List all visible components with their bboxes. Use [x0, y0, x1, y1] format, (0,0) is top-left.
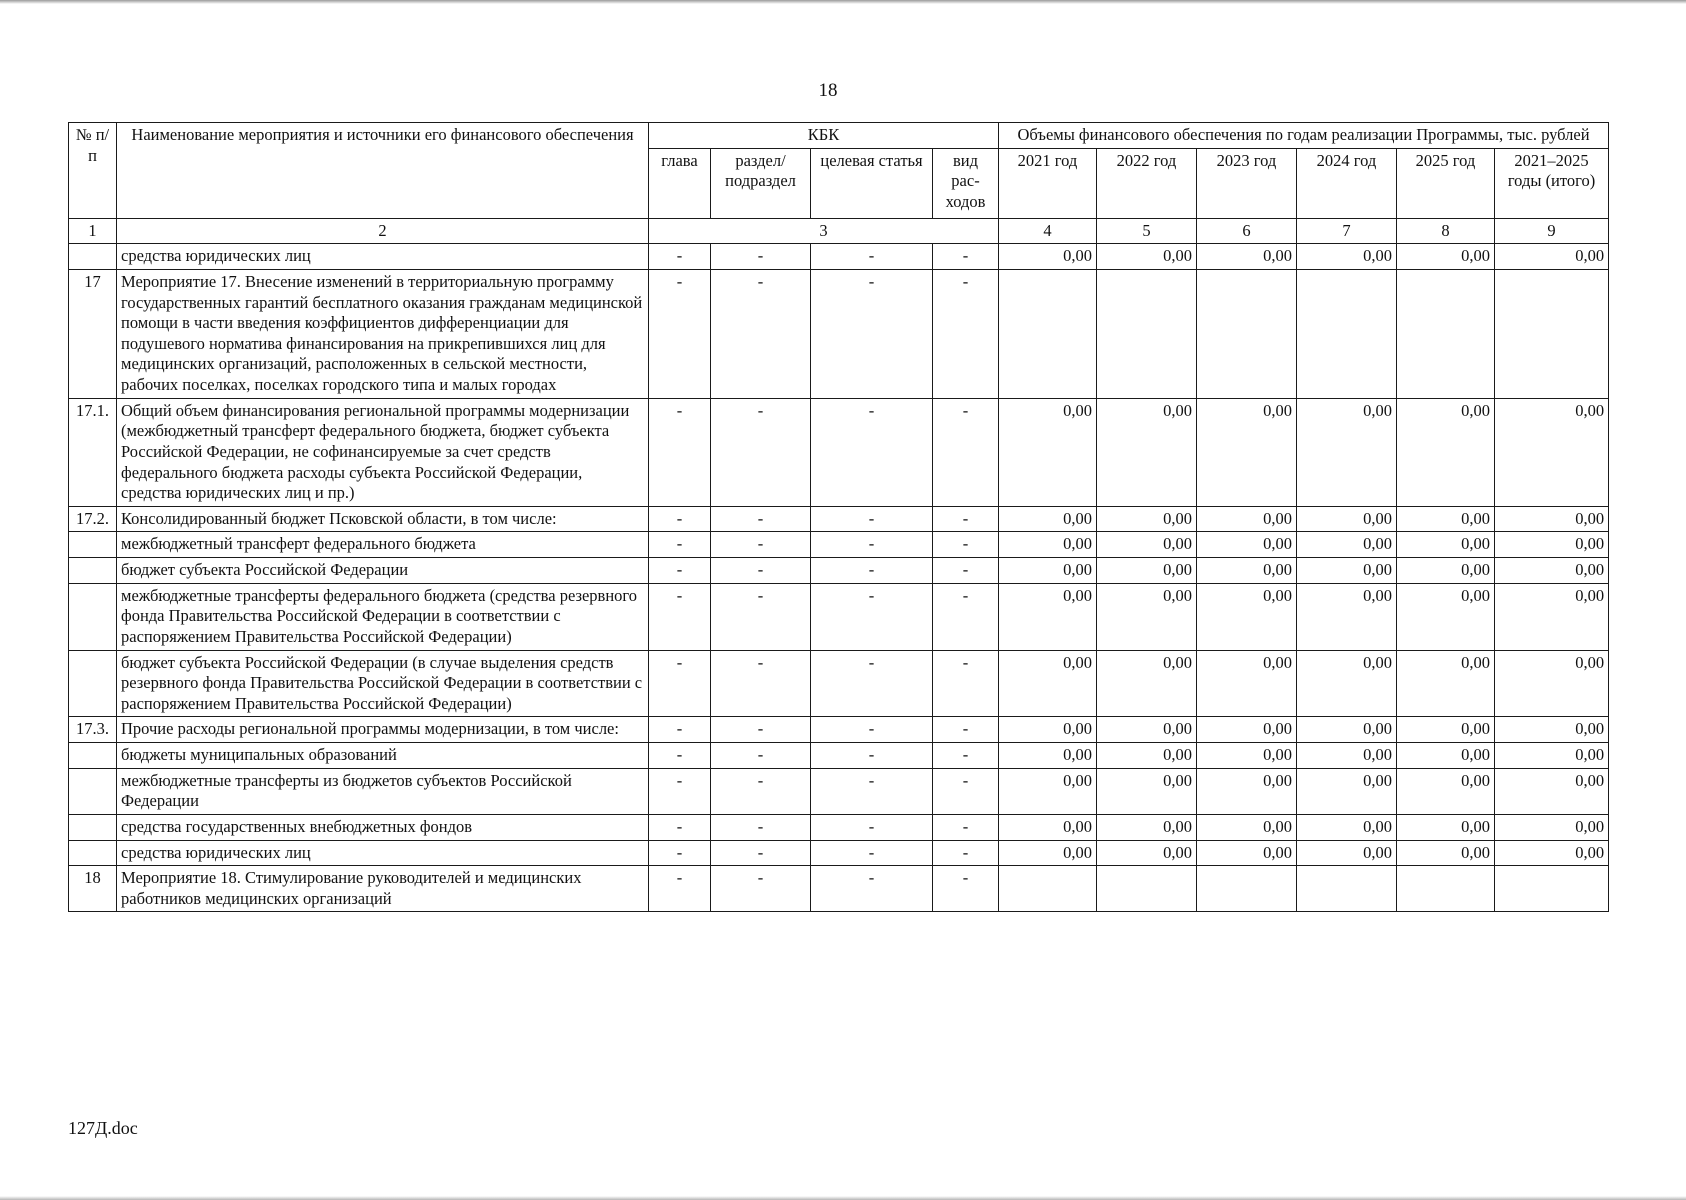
- value-2021: 0,00: [999, 768, 1097, 814]
- kbk-glava-cell: -: [649, 506, 711, 532]
- value-2025: 0,00: [1397, 743, 1495, 769]
- value-2025: 0,00: [1397, 558, 1495, 584]
- col-index-3: 3: [649, 218, 999, 244]
- funding-table: [68, 122, 1609, 912]
- kbk-statya-cell: -: [811, 814, 933, 840]
- value-2025: [1397, 866, 1495, 912]
- value-2025: 0,00: [1397, 717, 1495, 743]
- value-total: 0,00: [1495, 532, 1609, 558]
- header-num: № п/п: [69, 123, 117, 219]
- kbk-razdel-cell: -: [711, 506, 811, 532]
- value-total: 0,00: [1495, 840, 1609, 866]
- value-2021: 0,00: [999, 398, 1097, 506]
- col-index-2: 2: [117, 218, 649, 244]
- value-2022: 0,00: [1097, 768, 1197, 814]
- value-2022: 0,00: [1097, 717, 1197, 743]
- kbk-razdel-cell: -: [711, 532, 811, 558]
- value-2021: 0,00: [999, 558, 1097, 584]
- value-2024: 0,00: [1297, 506, 1397, 532]
- row-number: [69, 650, 117, 717]
- kbk-statya-cell: -: [811, 558, 933, 584]
- table-row: [69, 840, 1609, 866]
- value-2024: 0,00: [1297, 558, 1397, 584]
- table-row: [69, 558, 1609, 584]
- row-number: [69, 532, 117, 558]
- row-name: Мероприятие 18. Стимулирование руководителей и медицинских работников медицинских организаций: [117, 866, 649, 912]
- kbk-vid-cell: -: [933, 814, 999, 840]
- value-2024: [1297, 269, 1397, 398]
- value-2024: 0,00: [1297, 583, 1397, 650]
- row-name: межбюджетные трансферты из бюджетов субъектов Российской Федерации: [117, 768, 649, 814]
- value-2023: 0,00: [1197, 583, 1297, 650]
- kbk-glava-cell: -: [649, 398, 711, 506]
- value-2024: 0,00: [1297, 768, 1397, 814]
- kbk-razdel-cell: -: [711, 398, 811, 506]
- kbk-glava-cell: -: [649, 532, 711, 558]
- value-2022: 0,00: [1097, 506, 1197, 532]
- value-2021: [999, 269, 1097, 398]
- kbk-razdel-cell: -: [711, 269, 811, 398]
- value-2022: [1097, 269, 1197, 398]
- kbk-razdel-cell: -: [711, 244, 811, 270]
- row-name: Общий объем финансирования региональной программы модернизации (межбюджетный трансферт федерального бюджета, бюджет субъекта Российской Федерации, не софинансируемые за счет средств федерального бюджета расходы субъекта Российской Федерации, средства юридических лиц и пр.): [117, 398, 649, 506]
- kbk-statya-cell: -: [811, 532, 933, 558]
- kbk-vid-cell: -: [933, 717, 999, 743]
- col-index-1: 1: [69, 218, 117, 244]
- header-year-total: 2021–2025 годы (итого): [1495, 148, 1609, 218]
- header-year-2021: 2021 год: [999, 148, 1097, 218]
- header-kbk-statya: целевая статья: [811, 148, 933, 218]
- value-2025: 0,00: [1397, 244, 1495, 270]
- header-kbk-razdel: раздел/ подраздел: [711, 148, 811, 218]
- kbk-razdel-cell: -: [711, 768, 811, 814]
- value-2022: [1097, 866, 1197, 912]
- kbk-statya-cell: -: [811, 398, 933, 506]
- row-number: [69, 768, 117, 814]
- table-row: [69, 717, 1609, 743]
- document-filename: 127Д.doc: [68, 1118, 138, 1138]
- value-total: 0,00: [1495, 717, 1609, 743]
- value-2022: 0,00: [1097, 840, 1197, 866]
- table-body: [69, 244, 1609, 912]
- value-total: 0,00: [1495, 506, 1609, 532]
- table-row: [69, 269, 1609, 398]
- row-name: бюджет субъекта Российской Федерации (в случае выделения средств резервного фонда Правительства Российской Федерации в соответствии с распоряжением Правительства Российской Федерации): [117, 650, 649, 717]
- value-2022: 0,00: [1097, 583, 1197, 650]
- page-number: 18: [818, 80, 838, 101]
- value-2024: 0,00: [1297, 244, 1397, 270]
- value-2025: [1397, 269, 1495, 398]
- kbk-vid-cell: -: [933, 650, 999, 717]
- kbk-vid-cell: -: [933, 269, 999, 398]
- value-2022: 0,00: [1097, 532, 1197, 558]
- value-2025: 0,00: [1397, 840, 1495, 866]
- value-2022: 0,00: [1097, 814, 1197, 840]
- col-index-8: 8: [1397, 218, 1495, 244]
- row-number: [69, 743, 117, 769]
- kbk-statya-cell: -: [811, 840, 933, 866]
- kbk-glava-cell: -: [649, 814, 711, 840]
- kbk-statya-cell: -: [811, 583, 933, 650]
- value-total: 0,00: [1495, 650, 1609, 717]
- value-2024: 0,00: [1297, 532, 1397, 558]
- kbk-razdel-cell: -: [711, 717, 811, 743]
- kbk-razdel-cell: -: [711, 558, 811, 584]
- header-name: Наименование мероприятия и источники его финансового обеспечения: [117, 123, 649, 219]
- table-row: [69, 743, 1609, 769]
- value-2022: 0,00: [1097, 398, 1197, 506]
- row-name: межбюджетные трансферты федерального бюджета (средства резервного фонда Правительства Российской Федерации в соответствии с распоряжением Правительства Российской Федерации): [117, 583, 649, 650]
- value-2024: 0,00: [1297, 717, 1397, 743]
- value-2025: 0,00: [1397, 814, 1495, 840]
- kbk-glava-cell: -: [649, 717, 711, 743]
- row-name: Консолидированный бюджет Псковской области, в том числе:: [117, 506, 649, 532]
- kbk-vid-cell: -: [933, 506, 999, 532]
- value-2022: 0,00: [1097, 650, 1197, 717]
- row-number: 17.1.: [69, 398, 117, 506]
- header-year-2025: 2025 год: [1397, 148, 1495, 218]
- value-2023: [1197, 269, 1297, 398]
- table-row: [69, 532, 1609, 558]
- table-row: [69, 768, 1609, 814]
- kbk-vid-cell: -: [933, 583, 999, 650]
- value-2023: 0,00: [1197, 768, 1297, 814]
- row-number: 17.3.: [69, 717, 117, 743]
- col-index-6: 6: [1197, 218, 1297, 244]
- kbk-vid-cell: -: [933, 743, 999, 769]
- value-total: [1495, 866, 1609, 912]
- value-total: 0,00: [1495, 583, 1609, 650]
- kbk-glava-cell: -: [649, 244, 711, 270]
- kbk-statya-cell: -: [811, 717, 933, 743]
- row-name: Мероприятие 17. Внесение изменений в территориальную программу государственных гарантий бесплатного оказания гражданам медицинской помощи в части введения коэффициентов дифференциации для подушевого норматива финансирования на прикрепившихся лиц для медицинских организаций, расположенных в сельской местности, рабочих поселках, поселках городского типа и малых городах: [117, 269, 649, 398]
- kbk-statya-cell: -: [811, 743, 933, 769]
- header-row-1: [69, 123, 1609, 149]
- kbk-statya-cell: -: [811, 244, 933, 270]
- value-2025: 0,00: [1397, 583, 1495, 650]
- kbk-razdel-cell: -: [711, 814, 811, 840]
- value-total: 0,00: [1495, 244, 1609, 270]
- row-name: средства юридических лиц: [117, 840, 649, 866]
- row-name: средства государственных внебюджетных фондов: [117, 814, 649, 840]
- row-number: [69, 814, 117, 840]
- kbk-glava-cell: -: [649, 866, 711, 912]
- value-total: 0,00: [1495, 398, 1609, 506]
- kbk-glava-cell: -: [649, 558, 711, 584]
- col-index-5: 5: [1097, 218, 1197, 244]
- value-2021: 0,00: [999, 717, 1097, 743]
- row-number: [69, 558, 117, 584]
- value-2023: 0,00: [1197, 558, 1297, 584]
- kbk-vid-cell: -: [933, 558, 999, 584]
- kbk-glava-cell: -: [649, 743, 711, 769]
- value-2023: 0,00: [1197, 532, 1297, 558]
- table-row: [69, 814, 1609, 840]
- value-2025: 0,00: [1397, 506, 1495, 532]
- kbk-glava-cell: -: [649, 840, 711, 866]
- kbk-razdel-cell: -: [711, 743, 811, 769]
- value-2023: 0,00: [1197, 717, 1297, 743]
- table-row: [69, 650, 1609, 717]
- value-2023: [1197, 866, 1297, 912]
- kbk-glava-cell: -: [649, 583, 711, 650]
- kbk-statya-cell: -: [811, 768, 933, 814]
- value-2023: 0,00: [1197, 506, 1297, 532]
- value-2021: 0,00: [999, 244, 1097, 270]
- kbk-vid-cell: -: [933, 840, 999, 866]
- kbk-glava-cell: -: [649, 768, 711, 814]
- table-row: [69, 398, 1609, 506]
- row-number: 18: [69, 866, 117, 912]
- kbk-vid-cell: -: [933, 768, 999, 814]
- header-kbk-glava: глава: [649, 148, 711, 218]
- value-2021: 0,00: [999, 743, 1097, 769]
- column-index-row: [69, 218, 1609, 244]
- value-2022: 0,00: [1097, 558, 1197, 584]
- header-volumes: Объемы финансового обеспечения по годам реализации Программы, тыс. рублей: [999, 123, 1609, 149]
- row-name: средства юридических лиц: [117, 244, 649, 270]
- row-number: 17: [69, 269, 117, 398]
- kbk-vid-cell: -: [933, 398, 999, 506]
- row-number: [69, 244, 117, 270]
- header-year-2022: 2022 год: [1097, 148, 1197, 218]
- value-2022: 0,00: [1097, 743, 1197, 769]
- col-index-4: 4: [999, 218, 1097, 244]
- value-2021: 0,00: [999, 506, 1097, 532]
- value-2021: 0,00: [999, 583, 1097, 650]
- header-year-2024: 2024 год: [1297, 148, 1397, 218]
- kbk-statya-cell: -: [811, 269, 933, 398]
- value-2024: 0,00: [1297, 398, 1397, 506]
- value-total: 0,00: [1495, 558, 1609, 584]
- value-2023: 0,00: [1197, 244, 1297, 270]
- value-2023: 0,00: [1197, 650, 1297, 717]
- kbk-vid-cell: -: [933, 244, 999, 270]
- row-name: Прочие расходы региональной программы модернизации, в том числе:: [117, 717, 649, 743]
- col-index-7: 7: [1297, 218, 1397, 244]
- kbk-razdel-cell: -: [711, 840, 811, 866]
- value-2021: 0,00: [999, 814, 1097, 840]
- row-name: межбюджетный трансферт федерального бюджета: [117, 532, 649, 558]
- value-2021: 0,00: [999, 650, 1097, 717]
- col-index-9: 9: [1495, 218, 1609, 244]
- scan-edge-top: [0, 0, 1686, 4]
- scan-edge-bottom: [0, 1196, 1686, 1200]
- row-number: [69, 583, 117, 650]
- value-2021: 0,00: [999, 532, 1097, 558]
- kbk-glava-cell: -: [649, 650, 711, 717]
- table-row: [69, 583, 1609, 650]
- value-2023: 0,00: [1197, 398, 1297, 506]
- kbk-vid-cell: -: [933, 866, 999, 912]
- kbk-razdel-cell: -: [711, 583, 811, 650]
- value-2024: [1297, 866, 1397, 912]
- value-2025: 0,00: [1397, 768, 1495, 814]
- value-total: 0,00: [1495, 743, 1609, 769]
- kbk-statya-cell: -: [811, 866, 933, 912]
- value-2021: 0,00: [999, 840, 1097, 866]
- kbk-vid-cell: -: [933, 532, 999, 558]
- row-name: бюджеты муниципальных образований: [117, 743, 649, 769]
- table-row: [69, 866, 1609, 912]
- value-2023: 0,00: [1197, 840, 1297, 866]
- row-name: бюджет субъекта Российской Федерации: [117, 558, 649, 584]
- value-2025: 0,00: [1397, 398, 1495, 506]
- value-2021: [999, 866, 1097, 912]
- value-2024: 0,00: [1297, 650, 1397, 717]
- header-kbk-vid: вид рас-ходов: [933, 148, 999, 218]
- row-number: [69, 840, 117, 866]
- value-2023: 0,00: [1197, 814, 1297, 840]
- value-2024: 0,00: [1297, 840, 1397, 866]
- table-row: [69, 244, 1609, 270]
- header-kbk: КБК: [649, 123, 999, 149]
- row-number: 17.2.: [69, 506, 117, 532]
- kbk-glava-cell: -: [649, 269, 711, 398]
- kbk-razdel-cell: -: [711, 650, 811, 717]
- value-total: [1495, 269, 1609, 398]
- value-2025: 0,00: [1397, 650, 1495, 717]
- value-2022: 0,00: [1097, 244, 1197, 270]
- value-total: 0,00: [1495, 768, 1609, 814]
- kbk-statya-cell: -: [811, 650, 933, 717]
- value-2023: 0,00: [1197, 743, 1297, 769]
- value-2024: 0,00: [1297, 743, 1397, 769]
- value-2024: 0,00: [1297, 814, 1397, 840]
- value-2025: 0,00: [1397, 532, 1495, 558]
- value-total: 0,00: [1495, 814, 1609, 840]
- kbk-statya-cell: -: [811, 506, 933, 532]
- header-year-2023: 2023 год: [1197, 148, 1297, 218]
- kbk-razdel-cell: -: [711, 866, 811, 912]
- table-row: [69, 506, 1609, 532]
